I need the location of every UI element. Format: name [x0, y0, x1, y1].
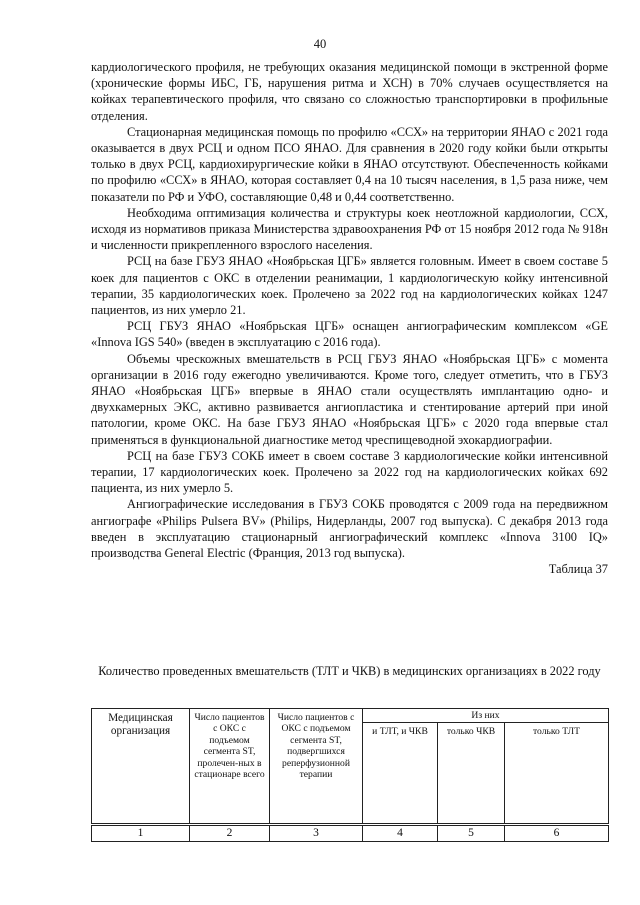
- table-label: Таблица 37: [548, 562, 608, 577]
- page-number: 40: [313, 37, 327, 51]
- header-patients-st: Число пациентов с ОКС с подъемом сегмента ST, пролечен-ных в стационаре всего: [190, 709, 270, 825]
- paragraph: Необходима оптимизация количества и структуры коек неотложной кардиологии, ССХ, исходя из нормативов приказа Министерства здравоохранения РФ от 15 ноября 2012 года № 918н и численности прикрепленного взрослого населения.: [91, 205, 608, 253]
- paragraph: кардиологического профиля, не требующих оказания медицинской помощи в экстренной форме (хронические формы ИБС, ГБ, нарушения ритма и ХСН) в 70% случаев осуществляется на койках терапевтического профиля, что связано со сложностью транспортировки в профильные отделения.: [91, 60, 608, 123]
- column-number: 4: [363, 825, 438, 842]
- header-pci-only: только ЧКВ: [438, 723, 505, 825]
- paragraph: Стационарная медицинская помощь по профилю «ССХ» на территории ЯНАО с 2021 года оказывается в двух РСЦ и одном ПСО ЯНАО. Для сравнения в 2020 году койки были открыты только в двух РСЦ, кардиохирургические койки в ЯНАО отсутствуют. Обеспеченность койками по профилю «ССХ» в ЯНАО, которая составляет 0,4 на 10 тысяч населения, в 1,5 раза ниже, чем показатели по РФ и УФО, составляющие 0,48 и 0,44 соответственно.: [91, 124, 608, 204]
- column-number: 2: [190, 825, 270, 842]
- paragraph: РСЦ на базе ГБУЗ ЯНАО «Ноябрьская ЦГБ» является головным. Имеет в своем составе 5 коек для пациентов с ОКС в отделении реанимации, 1 кардиологическую койку интенсивной терапии, 35 кардиологических коек. Пролечено за 2022 год на кардиологических койках 1247 пациентов, из них умерло 21.: [91, 254, 608, 318]
- paragraph: Ангиографические исследования в ГБУЗ СОКБ проводятся с 2009 года на передвижном ангиографе «Philips Pulsera BV» (Philips, Нидерланды, 2007 год выпуска). С декабря 2013 года введен в эксплуатацию стационарный ангиографический комплекс «Innova 3100 IQ» производства General Electric (Франция, 2013 год выпуска).: [91, 497, 608, 561]
- paragraph: Объемы чрескожных вмешательств в РСЦ ГБУЗ ЯНАО «Ноябрьская ЦГБ» с момента организации в 2016 году ежегодно увеличиваются. Кроме того, следует отметить, что в ГБУЗ ЯНАО «Ноябрьская ЦГБ» впервые в ЯНАО стали осуществлять имплантацию одно- и двухкамерных ЭКС, активно развивается ангиопластика и стентирование артерий при иной патологии, кроме ОКС. На базе ГБУЗ ЯНАО «Ноябрьская ЦГБ» с 2020 года впервые стал применяться в функциональной диагностике метод чреспищеводной эхокардиографии.: [91, 351, 608, 447]
- paragraph: РСЦ ГБУЗ ЯНАО «Ноябрьская ЦГБ» оснащен ангиографическим комплексом «GE «Innova IGS 540» (введен в эксплуатацию с 2016 года).: [91, 319, 608, 350]
- column-number: 3: [270, 825, 363, 842]
- body-text: [91, 59, 608, 578]
- paragraph: РСЦ на базе ГБУЗ СОКБ имеет в своем составе 3 кардиологические койки интенсивной терапии, 17 кардиологических коек. Пролечено за 2022 год на кардиологических койках 692 пациента, из них умерло 5.: [91, 448, 608, 496]
- table-header-row: [92, 709, 609, 723]
- data-table: [91, 708, 609, 842]
- column-number: 5: [438, 825, 505, 842]
- header-tlt-only: только ТЛТ: [505, 723, 609, 825]
- header-org: Медицинская организация: [92, 709, 190, 825]
- column-number: 1: [92, 825, 190, 842]
- header-of-them: Из них: [363, 709, 609, 723]
- header-reperfusion: Число пациентов с ОКС с подъемом сегмента ST, подвергшихся реперфузионной терапии: [270, 709, 363, 825]
- column-number-row: [92, 825, 609, 842]
- table-caption: Количество проведенных вмешательств (ТЛТ и ЧКВ) в медицинских организациях в 2022 году: [98, 664, 601, 678]
- header-tlt-pci: и ТЛТ, и ЧКВ: [363, 723, 438, 825]
- column-number: 6: [505, 825, 609, 842]
